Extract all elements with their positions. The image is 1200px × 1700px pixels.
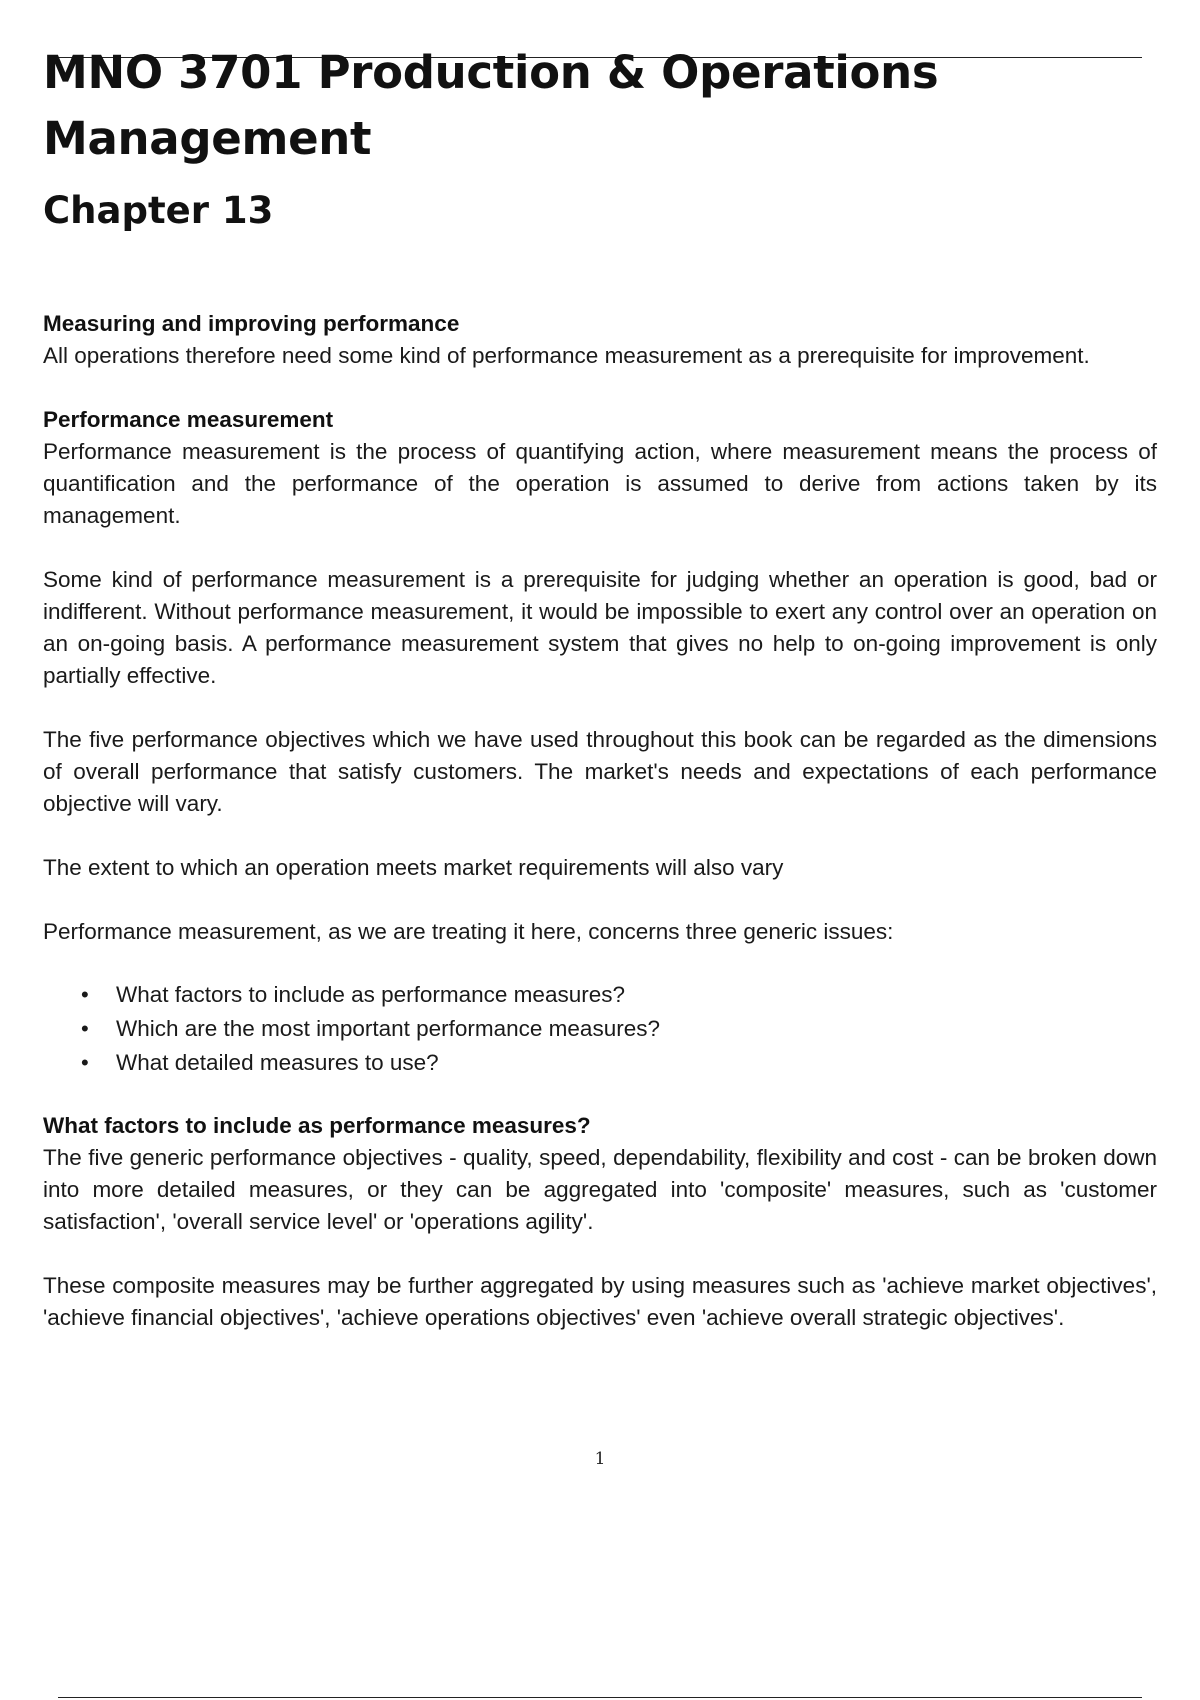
section-heading-performance-measurement: Performance measurement [43,407,334,432]
list-item-text: Which are the most important performance measures? [116,1016,660,1041]
paragraph: Performance measurement is the process of quantifying action, where measurement means the process of quantification and the performance of the operation is assumed to derive from actions taken by its management. [43,439,1157,528]
section-heading-what-factors: What factors to include as performance measures? [43,1113,591,1138]
footer-rule [58,1697,1142,1698]
document-body [43,308,1157,1334]
paragraph: The extent to which an operation meets market requirements will also vary [43,855,784,880]
bullet-icon: • [81,1050,89,1075]
list-item [43,978,1157,1012]
list-item-text: What detailed measures to use? [116,1050,439,1075]
bullet-icon: • [81,1016,89,1041]
document-title [43,40,1157,172]
chapter-heading: Chapter 13 [43,189,274,232]
bullet-icon: • [81,982,89,1007]
list-item [43,1046,1157,1080]
issues-list [43,978,1157,1080]
title-line-2: Management [43,112,372,165]
list-item [43,1012,1157,1046]
paragraph: All operations therefore need some kind of performance measurement as a prerequisite for improvement. [43,343,1090,368]
paragraph: Some kind of performance measurement is a prerequisite for judging whether an operation is good, bad or indifferent. Without performance measurement, it would be impossible to exert any control over an operation on an on-going basis. A performance measurement system that gives no help to on-going improvement is only partially effective. [43,567,1157,688]
title-line-1: MNO 3701 Production & Operations [43,46,939,99]
paragraph: The five performance objectives which we have used throughout this book can be regarded as the dimensions of overall performance that satisfy customers. The market's needs and expectations of each performance objective will vary. [43,727,1157,816]
document-page [43,40,1157,1334]
page-number: 1 [594,1449,606,1469]
paragraph: The five generic performance objectives - quality, speed, dependability, flexibility and cost - can be broken down into more detailed measures, or they can be aggregated into 'composite' measures, such as 'customer satisfaction', 'overall service level' or 'operations agility'. [43,1145,1157,1234]
section-heading-measuring: Measuring and improving performance [43,311,460,336]
paragraph: Performance measurement, as we are treating it here, concerns three generic issues: [43,919,894,944]
paragraph: These composite measures may be further aggregated by using measures such as 'achieve market objectives', 'achieve financial objectives', 'achieve operations objectives' even 'achieve overall strategic objectives'. [43,1273,1157,1330]
list-item-text: What factors to include as performance measures? [116,982,625,1007]
